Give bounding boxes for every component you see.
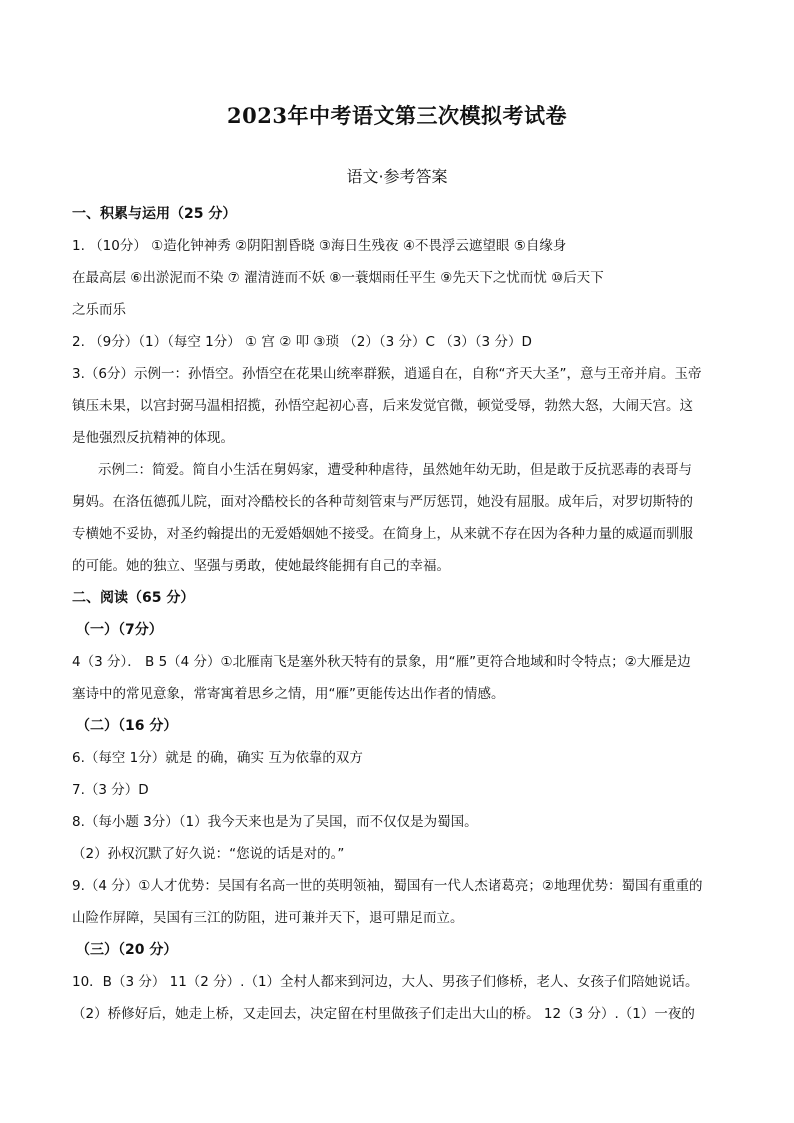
answer-line: 塞诗中的常见意象，常寄寓着思乡之情，用“雁”更能传达出作者的情感。	[72, 686, 505, 702]
answer-line: 2. （9分）（1）（每空 1分） ① 宫 ② 叩 ③琐 （2）（3 分）C （3）（3 分）D	[72, 334, 532, 350]
exam-title: 2023年中考语文第三次模拟考试卷	[227, 103, 567, 128]
subsection-heading: （三）（20 分）	[76, 942, 178, 958]
answer-line: 10．B（3 分） 11（2 分）.（1）全村人都来到河边，大人、男孩子们修桥，老人、女孩子们陪她说话。	[72, 974, 699, 990]
answer-line: 示例二：简爱。简自小生活在舅妈家，遭受种种虐待，虽然她年幼无助，但是敢于反抗恶毒的表哥与	[98, 462, 692, 478]
answer-line: 3.（6分）示例一：孙悟空。孙悟空在花果山统率群猴，逍遥自在，自称“齐天大圣”，意与王帝并肩。玉帝	[72, 366, 702, 382]
answer-line: 9.（4 分）①人才优势：吴国有名高一世的英明领袖，蜀国有一代人杰诸葛亮；②地理优势：蜀国有重重的	[72, 878, 703, 894]
answer-content	[72, 198, 722, 1030]
answer-line: （2）孙权沉默了好久说：“您说的话是对的。”	[72, 846, 345, 862]
answer-line: 山险作屏障，吴国有三江的防阻，进可兼并天下，退可鼎足而立。	[72, 910, 464, 926]
answer-line: 专横她不妥协，对圣约翰提出的无爱婚姻她不接受。在简身上，从来就不存在因为各种力量的威逼而驯服	[72, 526, 693, 542]
answer-key-subtitle: 语文·参考答案	[346, 167, 448, 186]
subsection-heading: （一）（7分）	[76, 622, 163, 638]
answer-line: 在最高层 ⑥出淤泥而不染 ⑦ 濯清涟而不妖 ⑧一蓑烟雨任平生 ⑨先天下之忧而忧 ⑩后天下	[72, 270, 604, 286]
section-heading-2: 二、阅读（65 分）	[72, 590, 195, 606]
answer-line: 是他强烈反抗精神的体现。	[72, 430, 234, 446]
answer-line: （2）桥修好后，她走上桥，又走回去，决定留在村里做孩子们走出大山的桥。 12（3 分）.（1）一夜的	[72, 1006, 695, 1022]
answer-line: 舅妈。在洛伍德孤儿院，面对冷酷校长的各种苛刻管束与严厉惩罚，她没有屈服。成年后，对罗切斯特的	[72, 494, 693, 510]
answer-line: 的可能。她的独立、坚强与勇敢，使她最终能拥有自己的幸福。	[72, 558, 450, 574]
answer-line: 7.（3 分）D	[72, 782, 149, 798]
answer-line: 镇压未果，以宫封弼马温相招揽，孙悟空起初心喜，后来发觉官微，顿觉受辱，勃然大怒，大闹天宫。这	[72, 398, 693, 414]
answer-line: 1. （10分） ①造化钟神秀 ②阴阳割昏晓 ③海日生残夜 ④不畏浮云遮望眼 ⑤自缘身	[72, 238, 567, 254]
subsection-heading: （二）（16 分）	[76, 718, 178, 734]
answer-line: 之乐而乐	[72, 302, 126, 318]
answer-line: 4（3 分）． B 5（4 分）①北雁南飞是塞外秋天特有的景象，用“雁”更符合地域和时令特点；②大雁是边	[72, 654, 691, 670]
answer-line: 8.（每小题 3分）（1）我今天来也是为了吴国，而不仅仅是为蜀国。	[72, 814, 478, 830]
answer-line: 6.（每空 1分）就是 的确，确实 互为依靠的双方	[72, 750, 363, 766]
section-heading-1: 一、积累与运用（25 分）	[72, 206, 237, 222]
